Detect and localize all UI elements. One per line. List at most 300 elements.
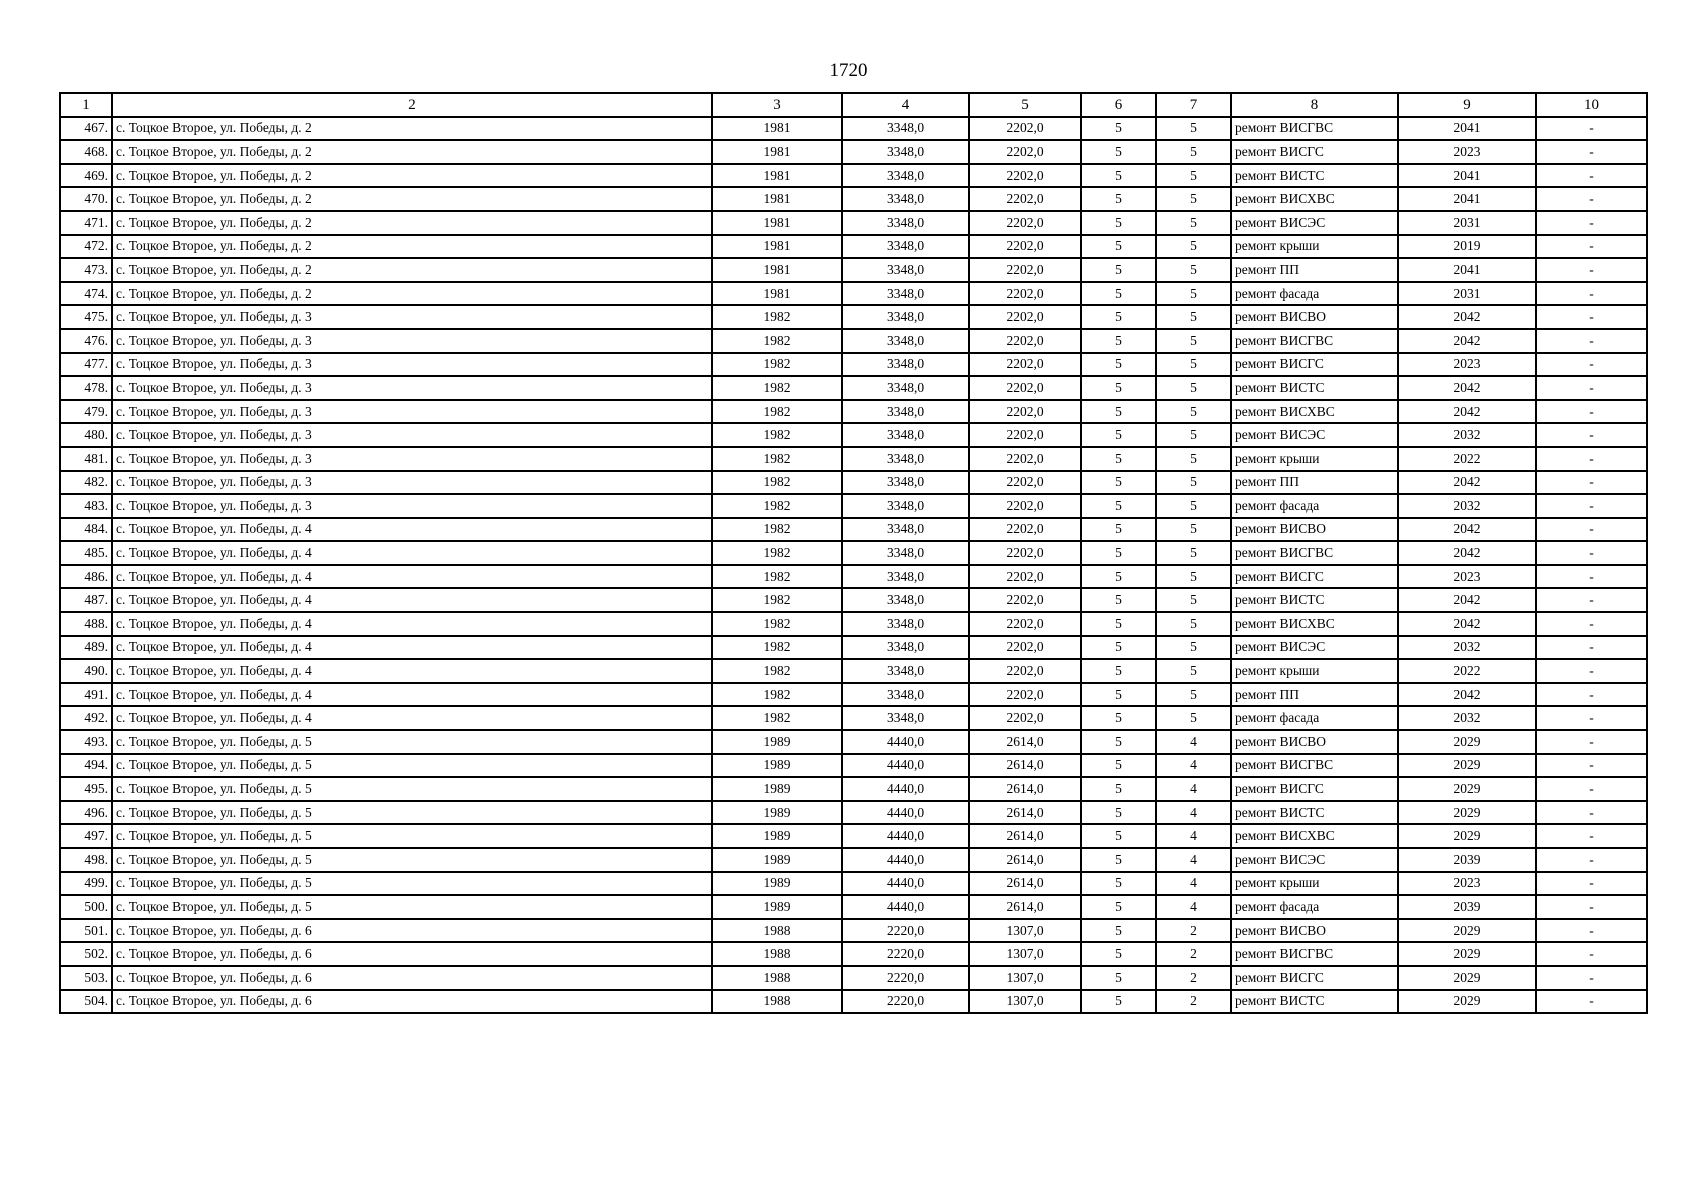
row-number-cell: 494. [60,754,112,778]
floors-cell: 5 [1081,518,1156,542]
note-cell: - [1536,187,1647,211]
work-type-cell: ремонт фасада [1231,494,1398,518]
column-header-6: 6 [1081,93,1156,117]
planned-year-cell: 2039 [1398,848,1536,872]
table-row [60,942,1647,966]
floors-cell: 5 [1081,824,1156,848]
note-cell: - [1536,211,1647,235]
work-type-cell: ремонт ВИСГВС [1231,329,1398,353]
address-cell: с. Тоцкое Второе, ул. Победы, д. 4 [112,683,712,707]
column-header-8: 8 [1231,93,1398,117]
year-built-cell: 1982 [712,423,842,447]
living-area-cell: 2202,0 [969,636,1081,660]
total-area-cell: 2220,0 [842,990,969,1014]
entrances-cell: 5 [1156,164,1231,188]
living-area-cell: 2202,0 [969,588,1081,612]
entrances-cell: 5 [1156,305,1231,329]
row-number-cell: 498. [60,848,112,872]
planned-year-cell: 2023 [1398,140,1536,164]
floors-cell: 5 [1081,683,1156,707]
entrances-cell: 5 [1156,353,1231,377]
work-type-cell: ремонт ВИСЭС [1231,848,1398,872]
planned-year-cell: 2029 [1398,777,1536,801]
row-number-cell: 483. [60,494,112,518]
year-built-cell: 1981 [712,164,842,188]
total-area-cell: 3348,0 [842,211,969,235]
entrances-cell: 5 [1156,588,1231,612]
entrances-cell: 5 [1156,706,1231,730]
total-area-cell: 3348,0 [842,117,969,141]
living-area-cell: 2202,0 [969,117,1081,141]
planned-year-cell: 2042 [1398,471,1536,495]
living-area-cell: 2202,0 [969,565,1081,589]
planned-year-cell: 2022 [1398,659,1536,683]
entrances-cell: 5 [1156,376,1231,400]
floors-cell: 5 [1081,872,1156,896]
table-row [60,659,1647,683]
note-cell: - [1536,329,1647,353]
row-number-cell: 473. [60,258,112,282]
row-number-cell: 479. [60,400,112,424]
address-cell: с. Тоцкое Второе, ул. Победы, д. 2 [112,235,712,259]
living-area-cell: 2202,0 [969,659,1081,683]
column-header-9: 9 [1398,93,1536,117]
note-cell: - [1536,659,1647,683]
register-table [59,92,1648,1014]
note-cell: - [1536,565,1647,589]
total-area-cell: 3348,0 [842,471,969,495]
planned-year-cell: 2032 [1398,706,1536,730]
floors-cell: 5 [1081,541,1156,565]
row-number-cell: 481. [60,447,112,471]
address-cell: с. Тоцкое Второе, ул. Победы, д. 3 [112,376,712,400]
total-area-cell: 4440,0 [842,801,969,825]
living-area-cell: 2202,0 [969,471,1081,495]
work-type-cell: ремонт ВИСТС [1231,990,1398,1014]
total-area-cell: 3348,0 [842,282,969,306]
address-cell: с. Тоцкое Второе, ул. Победы, д. 5 [112,872,712,896]
table-row [60,966,1647,990]
table-row [60,140,1647,164]
entrances-cell: 5 [1156,636,1231,660]
living-area-cell: 2614,0 [969,872,1081,896]
entrances-cell: 4 [1156,754,1231,778]
table-row [60,400,1647,424]
column-header-1: 1 [60,93,112,117]
living-area-cell: 1307,0 [969,942,1081,966]
year-built-cell: 1982 [712,683,842,707]
table-row [60,518,1647,542]
address-cell: с. Тоцкое Второе, ул. Победы, д. 4 [112,612,712,636]
entrances-cell: 5 [1156,400,1231,424]
note-cell: - [1536,872,1647,896]
note-cell: - [1536,990,1647,1014]
floors-cell: 5 [1081,777,1156,801]
planned-year-cell: 2042 [1398,541,1536,565]
living-area-cell: 2202,0 [969,447,1081,471]
planned-year-cell: 2032 [1398,636,1536,660]
total-area-cell: 3348,0 [842,164,969,188]
work-type-cell: ремонт ВИСВО [1231,305,1398,329]
total-area-cell: 2220,0 [842,942,969,966]
year-built-cell: 1988 [712,919,842,943]
note-cell: - [1536,942,1647,966]
planned-year-cell: 2029 [1398,824,1536,848]
living-area-cell: 2202,0 [969,353,1081,377]
note-cell: - [1536,235,1647,259]
total-area-cell: 3348,0 [842,706,969,730]
floors-cell: 5 [1081,565,1156,589]
work-type-cell: ремонт ВИСТС [1231,376,1398,400]
work-type-cell: ремонт ПП [1231,258,1398,282]
work-type-cell: ремонт ВИСВО [1231,518,1398,542]
address-cell: с. Тоцкое Второе, ул. Победы, д. 4 [112,659,712,683]
total-area-cell: 2220,0 [842,966,969,990]
entrances-cell: 4 [1156,872,1231,896]
living-area-cell: 2202,0 [969,140,1081,164]
note-cell: - [1536,353,1647,377]
planned-year-cell: 2031 [1398,211,1536,235]
entrances-cell: 5 [1156,541,1231,565]
table-row [60,754,1647,778]
note-cell: - [1536,848,1647,872]
year-built-cell: 1989 [712,730,842,754]
living-area-cell: 2202,0 [969,518,1081,542]
planned-year-cell: 2042 [1398,305,1536,329]
table-row [60,305,1647,329]
entrances-cell: 5 [1156,447,1231,471]
note-cell: - [1536,636,1647,660]
column-header-3: 3 [712,93,842,117]
table-row [60,187,1647,211]
note-cell: - [1536,895,1647,919]
row-number-cell: 491. [60,683,112,707]
living-area-cell: 2202,0 [969,400,1081,424]
entrances-cell: 4 [1156,848,1231,872]
table-row [60,282,1647,306]
planned-year-cell: 2042 [1398,376,1536,400]
table-header [60,93,1647,117]
floors-cell: 5 [1081,801,1156,825]
total-area-cell: 3348,0 [842,494,969,518]
note-cell: - [1536,966,1647,990]
address-cell: с. Тоцкое Второе, ул. Победы, д. 5 [112,895,712,919]
floors-cell: 5 [1081,494,1156,518]
planned-year-cell: 2041 [1398,117,1536,141]
living-area-cell: 2202,0 [969,683,1081,707]
row-number-cell: 474. [60,282,112,306]
total-area-cell: 3348,0 [842,400,969,424]
table-row [60,730,1647,754]
table-row [60,235,1647,259]
total-area-cell: 3348,0 [842,636,969,660]
entrances-cell: 5 [1156,683,1231,707]
planned-year-cell: 2041 [1398,164,1536,188]
floors-cell: 5 [1081,400,1156,424]
entrances-cell: 5 [1156,329,1231,353]
floors-cell: 5 [1081,588,1156,612]
entrances-cell: 5 [1156,494,1231,518]
table-row [60,258,1647,282]
year-built-cell: 1989 [712,777,842,801]
living-area-cell: 2614,0 [969,848,1081,872]
floors-cell: 5 [1081,990,1156,1014]
note-cell: - [1536,588,1647,612]
column-header-4: 4 [842,93,969,117]
year-built-cell: 1982 [712,565,842,589]
year-built-cell: 1989 [712,801,842,825]
total-area-cell: 4440,0 [842,824,969,848]
address-cell: с. Тоцкое Второе, ул. Победы, д. 2 [112,258,712,282]
work-type-cell: ремонт ВИСЭС [1231,423,1398,447]
column-header-7: 7 [1156,93,1231,117]
work-type-cell: ремонт ВИСЭС [1231,211,1398,235]
floors-cell: 5 [1081,730,1156,754]
total-area-cell: 4440,0 [842,754,969,778]
address-cell: с. Тоцкое Второе, ул. Победы, д. 4 [112,541,712,565]
table-row [60,895,1647,919]
living-area-cell: 2202,0 [969,164,1081,188]
row-number-cell: 492. [60,706,112,730]
table-row [60,164,1647,188]
total-area-cell: 3348,0 [842,612,969,636]
row-number-cell: 469. [60,164,112,188]
year-built-cell: 1982 [712,400,842,424]
living-area-cell: 2202,0 [969,376,1081,400]
floors-cell: 5 [1081,848,1156,872]
address-cell: с. Тоцкое Второе, ул. Победы, д. 5 [112,848,712,872]
living-area-cell: 1307,0 [969,919,1081,943]
address-cell: с. Тоцкое Второе, ул. Победы, д. 4 [112,518,712,542]
column-header-10: 10 [1536,93,1647,117]
note-cell: - [1536,117,1647,141]
work-type-cell: ремонт ВИСГВС [1231,117,1398,141]
note-cell: - [1536,683,1647,707]
floors-cell: 5 [1081,329,1156,353]
table-row [60,872,1647,896]
row-number-cell: 468. [60,140,112,164]
address-cell: с. Тоцкое Второе, ул. Победы, д. 3 [112,423,712,447]
row-number-cell: 504. [60,990,112,1014]
living-area-cell: 2202,0 [969,423,1081,447]
table-row [60,329,1647,353]
row-number-cell: 487. [60,588,112,612]
floors-cell: 5 [1081,919,1156,943]
total-area-cell: 3348,0 [842,588,969,612]
entrances-cell: 5 [1156,140,1231,164]
total-area-cell: 2220,0 [842,919,969,943]
table-row [60,353,1647,377]
address-cell: с. Тоцкое Второе, ул. Победы, д. 3 [112,400,712,424]
entrances-cell: 5 [1156,659,1231,683]
planned-year-cell: 2042 [1398,612,1536,636]
year-built-cell: 1982 [712,612,842,636]
planned-year-cell: 2029 [1398,942,1536,966]
living-area-cell: 2614,0 [969,895,1081,919]
row-number-cell: 497. [60,824,112,848]
work-type-cell: ремонт крыши [1231,447,1398,471]
planned-year-cell: 2029 [1398,966,1536,990]
entrances-cell: 2 [1156,990,1231,1014]
total-area-cell: 3348,0 [842,258,969,282]
note-cell: - [1536,258,1647,282]
address-cell: с. Тоцкое Второе, ул. Победы, д. 2 [112,117,712,141]
row-number-cell: 500. [60,895,112,919]
address-cell: с. Тоцкое Второе, ул. Победы, д. 5 [112,824,712,848]
note-cell: - [1536,541,1647,565]
year-built-cell: 1981 [712,282,842,306]
note-cell: - [1536,471,1647,495]
year-built-cell: 1982 [712,541,842,565]
planned-year-cell: 2029 [1398,730,1536,754]
planned-year-cell: 2022 [1398,447,1536,471]
note-cell: - [1536,754,1647,778]
work-type-cell: ремонт фасада [1231,706,1398,730]
table-row [60,990,1647,1014]
living-area-cell: 2202,0 [969,235,1081,259]
living-area-cell: 2614,0 [969,824,1081,848]
living-area-cell: 2202,0 [969,211,1081,235]
table-row [60,612,1647,636]
address-cell: с. Тоцкое Второе, ул. Победы, д. 2 [112,187,712,211]
table-row [60,706,1647,730]
entrances-cell: 5 [1156,282,1231,306]
address-cell: с. Тоцкое Второе, ул. Победы, д. 5 [112,730,712,754]
work-type-cell: ремонт ВИСХВС [1231,612,1398,636]
table-row [60,801,1647,825]
planned-year-cell: 2029 [1398,990,1536,1014]
floors-cell: 5 [1081,942,1156,966]
table-row [60,376,1647,400]
address-cell: с. Тоцкое Второе, ул. Победы, д. 2 [112,211,712,235]
table-row [60,824,1647,848]
note-cell: - [1536,400,1647,424]
address-cell: с. Тоцкое Второе, ул. Победы, д. 3 [112,305,712,329]
table-row [60,423,1647,447]
entrances-cell: 4 [1156,824,1231,848]
entrances-cell: 4 [1156,895,1231,919]
table-row [60,117,1647,141]
work-type-cell: ремонт ВИСХВС [1231,187,1398,211]
year-built-cell: 1989 [712,754,842,778]
row-number-cell: 486. [60,565,112,589]
row-number-cell: 495. [60,777,112,801]
entrances-cell: 2 [1156,942,1231,966]
total-area-cell: 3348,0 [842,683,969,707]
row-number-cell: 475. [60,305,112,329]
planned-year-cell: 2032 [1398,423,1536,447]
total-area-cell: 3348,0 [842,423,969,447]
table-body [60,117,1647,1014]
row-number-cell: 503. [60,966,112,990]
planned-year-cell: 2039 [1398,895,1536,919]
entrances-cell: 5 [1156,117,1231,141]
note-cell: - [1536,164,1647,188]
entrances-cell: 5 [1156,423,1231,447]
entrances-cell: 5 [1156,235,1231,259]
table-row [60,447,1647,471]
address-cell: с. Тоцкое Второе, ул. Победы, д. 3 [112,494,712,518]
planned-year-cell: 2041 [1398,187,1536,211]
planned-year-cell: 2019 [1398,235,1536,259]
planned-year-cell: 2032 [1398,494,1536,518]
planned-year-cell: 2042 [1398,588,1536,612]
entrances-cell: 5 [1156,612,1231,636]
row-number-cell: 499. [60,872,112,896]
year-built-cell: 1981 [712,187,842,211]
living-area-cell: 2614,0 [969,754,1081,778]
floors-cell: 5 [1081,305,1156,329]
note-cell: - [1536,282,1647,306]
total-area-cell: 3348,0 [842,565,969,589]
address-cell: с. Тоцкое Второе, ул. Победы, д. 6 [112,966,712,990]
planned-year-cell: 2031 [1398,282,1536,306]
total-area-cell: 3348,0 [842,140,969,164]
work-type-cell: ремонт ВИСХВС [1231,824,1398,848]
planned-year-cell: 2023 [1398,353,1536,377]
note-cell: - [1536,919,1647,943]
year-built-cell: 1982 [712,376,842,400]
row-number-cell: 482. [60,471,112,495]
living-area-cell: 1307,0 [969,990,1081,1014]
year-built-cell: 1982 [712,353,842,377]
entrances-cell: 5 [1156,187,1231,211]
planned-year-cell: 2042 [1398,400,1536,424]
living-area-cell: 2202,0 [969,329,1081,353]
work-type-cell: ремонт ВИСТС [1231,801,1398,825]
floors-cell: 5 [1081,282,1156,306]
floors-cell: 5 [1081,258,1156,282]
year-built-cell: 1982 [712,518,842,542]
table-row [60,211,1647,235]
work-type-cell: ремонт ВИСГВС [1231,541,1398,565]
note-cell: - [1536,423,1647,447]
work-type-cell: ремонт ВИСГВС [1231,754,1398,778]
row-number-cell: 471. [60,211,112,235]
work-type-cell: ремонт ВИСГС [1231,777,1398,801]
living-area-cell: 2614,0 [969,801,1081,825]
note-cell: - [1536,305,1647,329]
address-cell: с. Тоцкое Второе, ул. Победы, д. 5 [112,801,712,825]
year-built-cell: 1989 [712,895,842,919]
planned-year-cell: 2042 [1398,518,1536,542]
total-area-cell: 3348,0 [842,376,969,400]
year-built-cell: 1988 [712,990,842,1014]
address-cell: с. Тоцкое Второе, ул. Победы, д. 6 [112,942,712,966]
table-row [60,777,1647,801]
work-type-cell: ремонт ВИСТС [1231,164,1398,188]
work-type-cell: ремонт ВИСВО [1231,730,1398,754]
living-area-cell: 2202,0 [969,494,1081,518]
row-number-cell: 472. [60,235,112,259]
year-built-cell: 1988 [712,942,842,966]
year-built-cell: 1982 [712,471,842,495]
year-built-cell: 1982 [712,447,842,471]
column-header-2: 2 [112,93,712,117]
year-built-cell: 1982 [712,636,842,660]
entrances-cell: 5 [1156,471,1231,495]
entrances-cell: 5 [1156,258,1231,282]
row-number-cell: 493. [60,730,112,754]
floors-cell: 5 [1081,659,1156,683]
total-area-cell: 3348,0 [842,305,969,329]
total-area-cell: 4440,0 [842,872,969,896]
planned-year-cell: 2041 [1398,258,1536,282]
living-area-cell: 2614,0 [969,730,1081,754]
floors-cell: 5 [1081,706,1156,730]
planned-year-cell: 2042 [1398,683,1536,707]
living-area-cell: 2202,0 [969,612,1081,636]
